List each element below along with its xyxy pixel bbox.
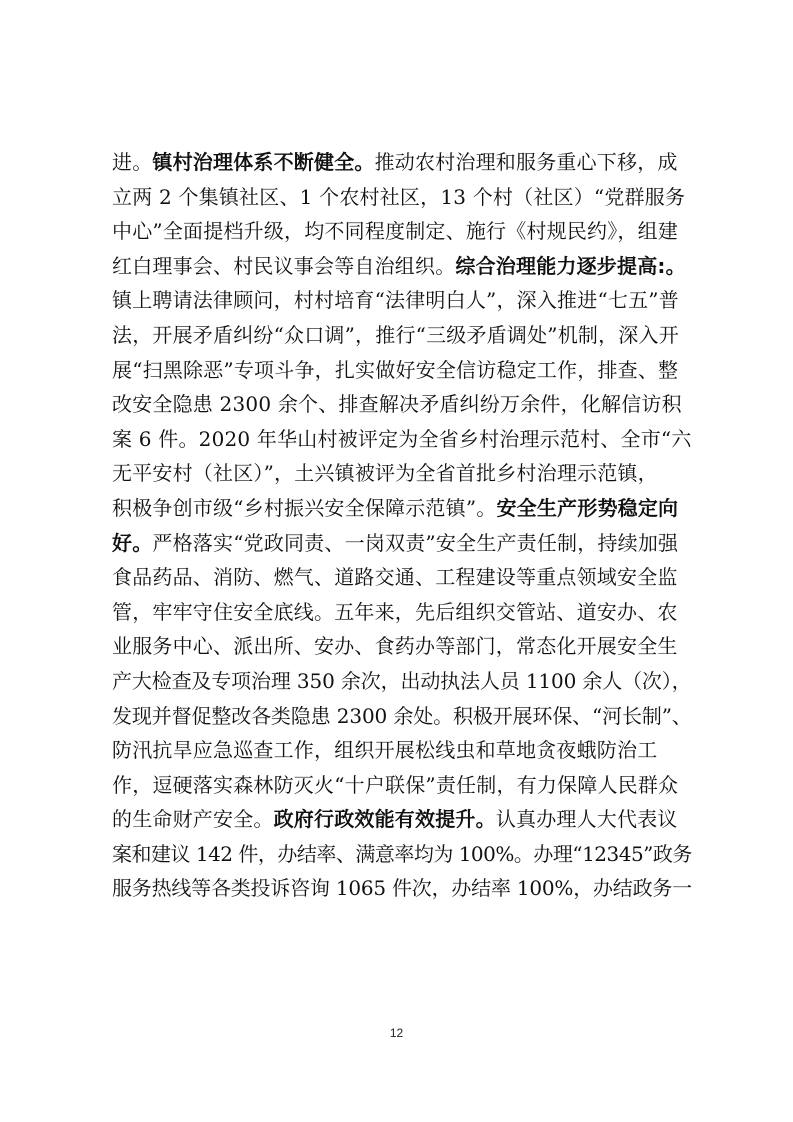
body-text-segment: 镇上聘请法律顾问，村村培育“法律明白人”，深入推进“七五”普 bbox=[112, 288, 679, 313]
text-line bbox=[112, 699, 692, 734]
text-line bbox=[112, 180, 692, 215]
text-line bbox=[112, 802, 692, 837]
text-line bbox=[112, 283, 692, 318]
body-text-segment: 积极争创市级“乡村振兴安全保障示范镇”。 bbox=[112, 495, 497, 520]
bold-heading-text: 安全生产形势稳定向 bbox=[496, 495, 679, 520]
body-text-segment: 认真办理人大代表议 bbox=[495, 807, 678, 832]
text-line bbox=[112, 837, 692, 872]
body-text-segment: 严格落实“党政同责、一岗双责”安全生产责任制，持续加强 bbox=[152, 530, 679, 555]
text-line bbox=[112, 595, 692, 630]
text-line bbox=[112, 526, 692, 561]
body-text-segment: 案 6 件。2020 年华山村被评定为全省乡村治理示范村、全市“六 bbox=[112, 426, 692, 451]
bold-heading-text: 好。 bbox=[112, 530, 153, 555]
text-line bbox=[112, 145, 692, 180]
text-line bbox=[112, 871, 692, 906]
body-text-segment: 推动农村治理和服务重心下移，成 bbox=[374, 150, 678, 174]
text-line bbox=[112, 318, 692, 353]
text-line bbox=[112, 387, 692, 422]
text-line bbox=[112, 214, 692, 249]
body-text-segment: 的生命财产安全。 bbox=[112, 807, 274, 832]
text-line bbox=[112, 249, 692, 284]
bold-heading-text: 镇村治理体系不断健全。 bbox=[152, 150, 375, 174]
body-text-segment: 中心”全面提档升级，均不同程度制定、施行《村规民约》，组建 bbox=[112, 219, 679, 244]
body-text-segment: 无平安村（社区）”，土兴镇被评为全省首批乡村治理示范镇， bbox=[112, 461, 658, 486]
text-line bbox=[112, 456, 692, 491]
text-line bbox=[112, 353, 692, 388]
body-paragraph bbox=[112, 145, 692, 906]
body-text-segment: 作，逗硬落实森林防灭火“十户联保”责任制，有力保障人民群众 bbox=[112, 772, 679, 797]
body-text-segment: 改安全隐患 2300 余个、排查解决矛盾纠纷万余件，化解信访积 bbox=[112, 392, 682, 417]
text-line bbox=[112, 664, 692, 699]
text-line bbox=[112, 629, 692, 664]
body-text-segment: 红白理事会、村民议事会等自治组织。 bbox=[112, 253, 456, 278]
body-text-segment: 进。 bbox=[112, 150, 153, 174]
bold-heading-text: 综合治理能力逐步提高:。 bbox=[455, 253, 686, 278]
body-text-segment: 服务热线等各类投诉咨询 1065 件次，办结率 100%，办结政务一 bbox=[112, 876, 692, 901]
body-text-segment: 发现并督促整改各类隐患 2300 余处。积极开展环保、“河长制”、 bbox=[112, 703, 692, 728]
text-line bbox=[112, 768, 692, 803]
body-text-segment: 食品药品、消防、燃气、道路交通、工程建设等重点领域安全监 bbox=[112, 565, 678, 590]
body-text-segment: 防汛抗旱应急巡查工作，组织开展松线虫和草地贪夜蛾防治工 bbox=[112, 738, 658, 763]
body-text-segment: 管，牢牢守住安全底线。五年来，先后组织交管站、道安办、农 bbox=[112, 599, 678, 624]
body-text-segment: 业服务中心、派出所、安办、食药办等部门，常态化开展安全生 bbox=[112, 634, 678, 659]
body-text-segment: 展“扫黑除恶”专项斗争，扎实做好安全信访稳定工作，排查、整 bbox=[112, 357, 679, 382]
bold-heading-text: 政府行政效能有效提升。 bbox=[273, 807, 496, 832]
text-line bbox=[112, 422, 692, 457]
text-line bbox=[112, 733, 692, 768]
text-line bbox=[112, 560, 692, 595]
body-text-segment: 立两 2 个集镇社区、1 个农村社区，13 个村（社区）“党群服务 bbox=[112, 184, 686, 209]
text-line bbox=[112, 491, 692, 526]
body-text-segment: 产大检查及专项治理 350 余次，出动执法人员 1100 余人（次）， bbox=[112, 668, 692, 693]
body-text-segment: 法，开展矛盾纠纷“众口调”，推行“三级矛盾调处”机制，深入开 bbox=[112, 322, 679, 347]
body-text-segment: 案和建议 142 件，办结率、满意率均为 100%。办理“12345”政务 bbox=[112, 841, 692, 866]
page-number: 12 bbox=[389, 1026, 404, 1040]
